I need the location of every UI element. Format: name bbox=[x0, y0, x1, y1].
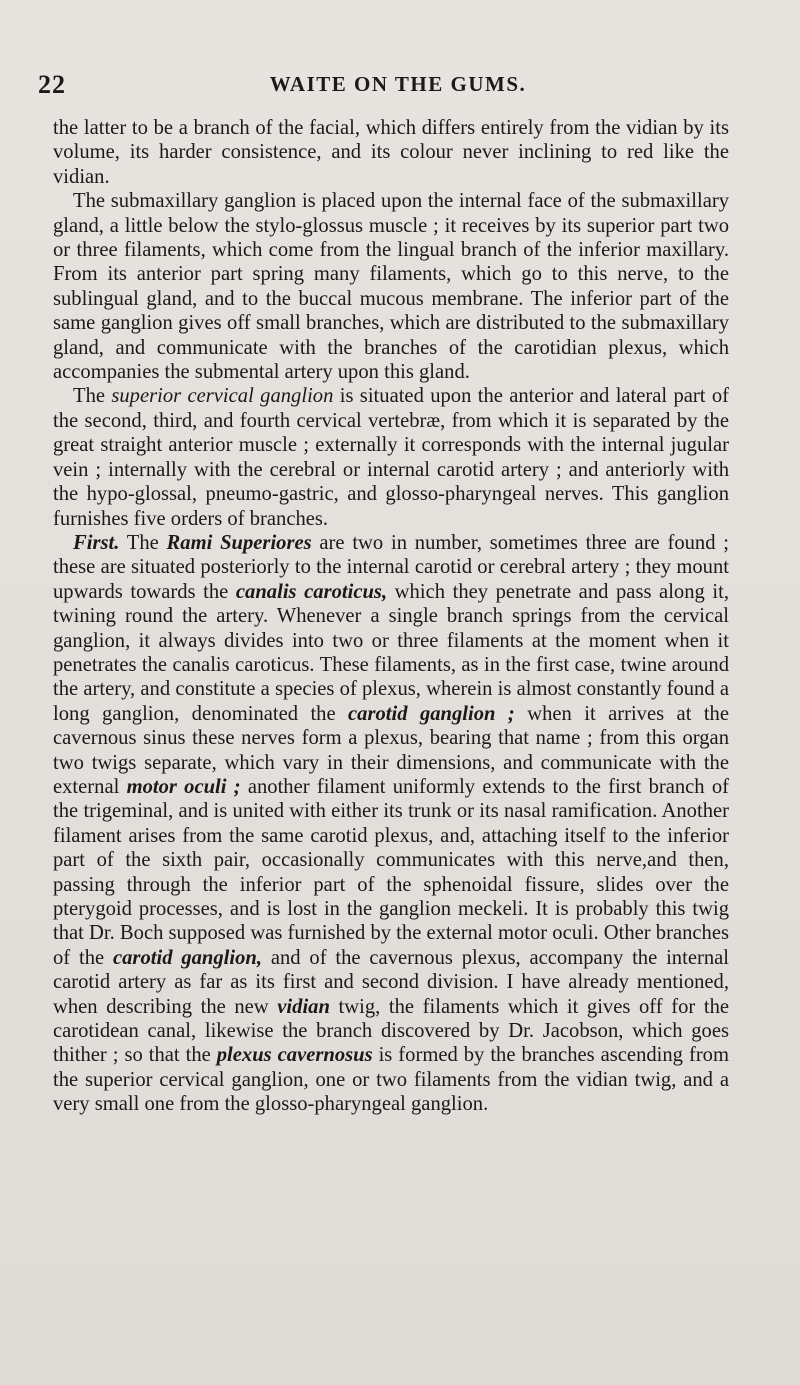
paragraph bbox=[53, 116, 729, 189]
emphasized-term: carotid ganglion ; bbox=[348, 702, 515, 725]
text-run: twig, the filaments which it gives off for the carotidean canal, likewise the branch discovered by Dr. Jacobson, which goes thither ; so that the bbox=[53, 995, 730, 1067]
text-run: The submaxillary ganglion is placed upon the internal face of the submaxillary gland, a little below the stylo-glossus muscle ; it receives by its superior part two or three filaments, which come from the lingual branch of the inferior maxillary. From its anterior part spring many filaments, which go to this nerve, to the sublingual gland, and to the buccal mucous membrane. The inferior part of the same ganglion gives off small branches, which are distributed to the submaxillary gland, and communicate with the branches of the carotidian plexus, which accompanies the submental artery upon this gland. bbox=[53, 190, 729, 384]
emphasized-term: plexus cavernosus bbox=[216, 1044, 373, 1067]
running-title: WAITE ON THE GUMS. bbox=[269, 72, 527, 96]
running-head bbox=[38, 70, 718, 100]
text-run: The bbox=[73, 385, 112, 408]
emphasized-term: Rami Superiores bbox=[166, 531, 312, 554]
text-run: when it arrives at the cavernous sinus these nerves form a plexus, bearing that name ; from this organ two twigs separate, which vary in their dimensions, and communicate with the external bbox=[53, 702, 729, 798]
paragraph bbox=[53, 189, 729, 384]
text-run: another filament uniformly extends to the first branch of the trigeminal, and is united with either its trunk or its nasal ramification. Another filament arises from the same carotid plexus, and, attaching itself to the inferior part of the sixth pair, occasionally communicates with this nerve,and then, passing through the inferior part of the sphenoidal fissure, slides over the pterygoid processes, and is lost in the ganglion meckeli. It is probably this twig that Dr. Boch supposed was furnished by the external motor oculi. Other branches of the bbox=[53, 775, 730, 969]
emphasized-term: motor oculi ; bbox=[126, 775, 241, 798]
emphasized-term: canalis caroticus, bbox=[235, 580, 388, 603]
text-run: is situated upon the anterior and lateral part of the second, third, and fourth cervical vertebræ, from which it is separated by the great straight anterior muscle ; externally it corresponds with the internal jugular vein ; internally with the cerebral or internal carotid artery ; and anteriorly with the hypo-glossal, pneumo-gastric, and glosso-pharyngeal nerves. This ganglion furnishes five orders of branches. bbox=[53, 385, 729, 530]
text-run: which they penetrate and pass along it, twining round the artery. Whenever a single branch springs from the cervical ganglion, it always divides into two or three filaments at the moment when it penetrates the canalis caroticus. These filaments, as in the first case, twine around the artery, and constitute a species of plexus, wherein is almost constantly found a long ganglion, denominated the bbox=[53, 580, 729, 725]
emphasized-term: superior cervical ganglion bbox=[111, 385, 334, 408]
text-run: is formed by the branches ascending from the superior cervical ganglion, one or two filaments from the vidian twig, and a very small one from the glosso-pharyngeal ganglion. bbox=[53, 1044, 729, 1116]
paragraph bbox=[53, 531, 729, 1117]
paragraph bbox=[53, 384, 729, 530]
text-run: The bbox=[119, 531, 167, 554]
emphasized-term: carotid ganglion, bbox=[113, 946, 263, 969]
page-number: 22 bbox=[38, 70, 66, 99]
emphasized-term: First. bbox=[73, 531, 120, 554]
text-run: and of the cavernous plexus, accompany the internal carotid artery as far as its first and second division. I have already mentioned, when describing the new bbox=[53, 946, 729, 1018]
text-run: are two in number, sometimes three are found ; these are situated posteriorly to the internal carotid or cerebral artery ; they mount upwards towards the bbox=[53, 531, 729, 603]
body-text bbox=[53, 116, 729, 1117]
emphasized-term: vidian bbox=[277, 995, 330, 1018]
text-run: the latter to be a branch of the facial, which differs entirely from the vidian by its volume, its harder consistence, and its colour never inclining to red like the vidian. bbox=[53, 117, 729, 188]
